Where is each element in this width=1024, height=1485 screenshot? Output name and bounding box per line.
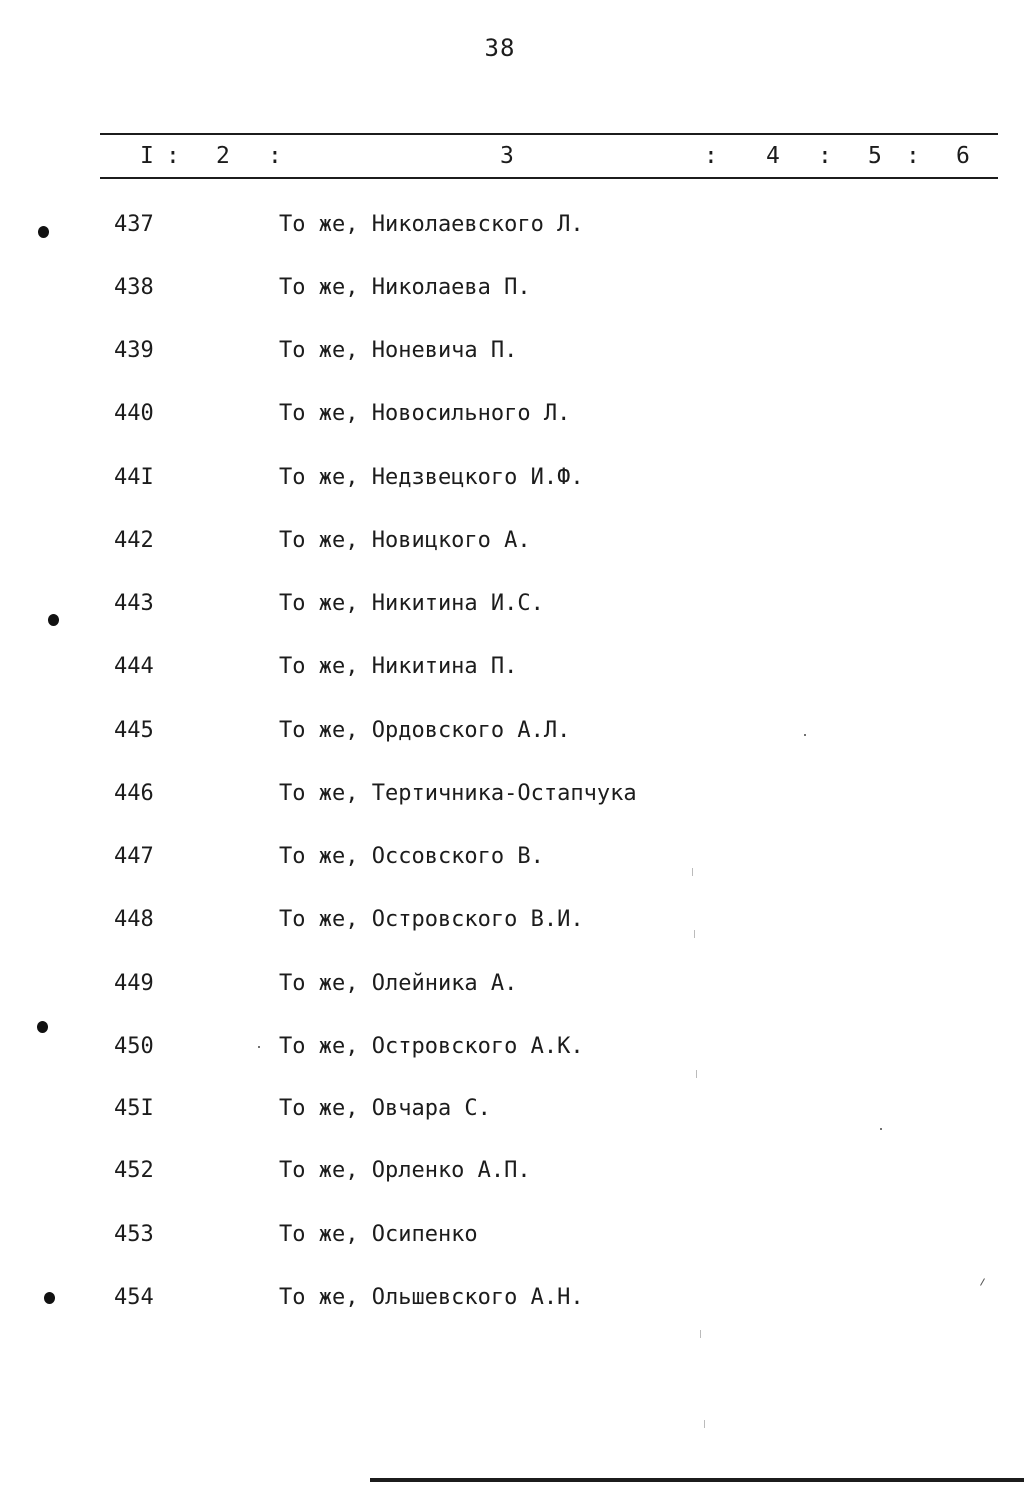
punch-hole-mark xyxy=(48,614,59,626)
header-col-6: 6 xyxy=(956,143,970,169)
table-row xyxy=(0,587,1024,621)
page-number: 38 xyxy=(484,34,516,62)
table-row xyxy=(0,271,1024,305)
header-separator: : xyxy=(906,143,920,169)
punch-hole-mark xyxy=(44,1292,55,1304)
row-description: То же, Овчара С. xyxy=(279,1096,491,1121)
header-col-1: I xyxy=(140,143,154,169)
header-separator: : xyxy=(818,143,832,169)
scan-speck xyxy=(696,1070,697,1078)
scan-speck xyxy=(880,1128,882,1130)
header-separator: : xyxy=(704,143,718,169)
row-number: 442 xyxy=(114,528,154,553)
row-number: 438 xyxy=(114,275,154,300)
punch-hole-mark xyxy=(38,226,49,238)
row-number: 449 xyxy=(114,971,154,996)
row-description: То же, Тертичника-Остапчука xyxy=(279,781,637,806)
table-row xyxy=(0,1092,1024,1126)
table-row xyxy=(0,714,1024,748)
table-row xyxy=(0,334,1024,368)
header-col-2: 2 xyxy=(216,143,230,169)
row-number: 446 xyxy=(114,781,154,806)
table-row xyxy=(0,461,1024,495)
header-separator: : xyxy=(166,143,180,169)
row-number: 440 xyxy=(114,401,154,426)
header-col-5: 5 xyxy=(868,143,882,169)
header-col-3: 3 xyxy=(500,143,514,169)
row-number: 452 xyxy=(114,1158,154,1183)
table-row xyxy=(0,777,1024,811)
row-description: То же, Никитина И.С. xyxy=(279,591,544,616)
table-row xyxy=(0,208,1024,242)
table-row xyxy=(0,397,1024,431)
row-description: То же, Новосильного Л. xyxy=(279,401,571,426)
table-row xyxy=(0,1218,1024,1252)
row-number: 44I xyxy=(114,465,154,490)
row-number: 443 xyxy=(114,591,154,616)
table-top-rule xyxy=(100,133,998,135)
row-number: 448 xyxy=(114,907,154,932)
row-description: То же, Новицкого А. xyxy=(279,528,531,553)
row-number: 447 xyxy=(114,844,154,869)
scan-speck xyxy=(700,1330,701,1338)
row-description: То же, Ордовского А.Л. xyxy=(279,718,571,743)
bottom-edge-rule xyxy=(370,1478,1024,1482)
row-description: То же, Николаева П. xyxy=(279,275,531,300)
row-number: 445 xyxy=(114,718,154,743)
punch-hole-mark xyxy=(37,1021,48,1033)
scan-speck xyxy=(704,1420,705,1428)
row-description: То же, Недзвецкого И.Ф. xyxy=(279,465,584,490)
row-number: 439 xyxy=(114,338,154,363)
row-number: 437 xyxy=(114,212,154,237)
scan-speck xyxy=(258,1046,260,1048)
table-row xyxy=(0,650,1024,684)
row-description: То же, Островского А.К. xyxy=(279,1034,584,1059)
row-description: То же, Олейника А. xyxy=(279,971,518,996)
table-row xyxy=(0,1281,1024,1315)
row-number: 45I xyxy=(114,1096,154,1121)
scan-speck xyxy=(692,868,693,876)
row-number: 444 xyxy=(114,654,154,679)
table-row xyxy=(0,967,1024,1001)
scan-speck xyxy=(694,930,695,938)
table-row xyxy=(0,1030,1024,1064)
table-row xyxy=(0,1154,1024,1188)
row-description: То же, Осипенко xyxy=(279,1222,478,1247)
table-row xyxy=(0,524,1024,558)
header-separator: : xyxy=(268,143,282,169)
row-description: То же, Ольшевского А.Н. xyxy=(279,1285,584,1310)
row-number: 453 xyxy=(114,1222,154,1247)
scan-speck xyxy=(804,734,806,736)
row-description: То же, Николаевского Л. xyxy=(279,212,584,237)
header-col-4: 4 xyxy=(766,143,780,169)
table-header-rule xyxy=(100,177,998,179)
row-description: То же, Оссовского В. xyxy=(279,844,544,869)
table-row xyxy=(0,840,1024,874)
table-row xyxy=(0,903,1024,937)
row-number: 450 xyxy=(114,1034,154,1059)
row-description: То же, Островского В.И. xyxy=(279,907,584,932)
row-description: То же, Орленко А.П. xyxy=(279,1158,531,1183)
row-description: То же, Никитина П. xyxy=(279,654,518,679)
row-description: То же, Ноневича П. xyxy=(279,338,518,363)
row-number: 454 xyxy=(114,1285,154,1310)
